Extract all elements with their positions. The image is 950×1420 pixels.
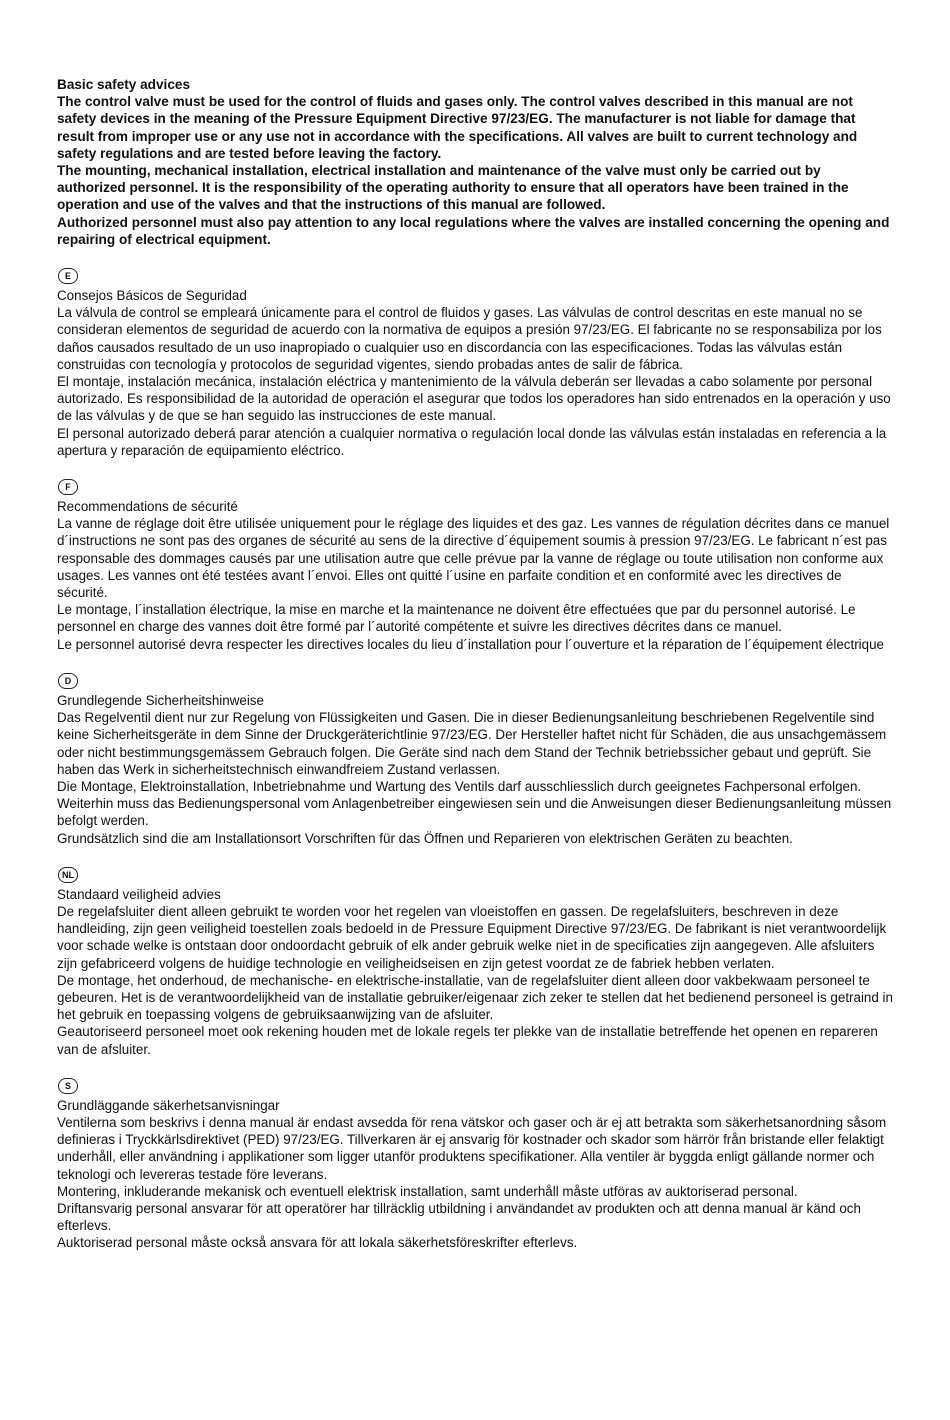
language-badge: E [58,268,78,284]
paragraph: Ventilerna som beskrivs i denna manual är endast avsedda för rena vätskor och gaser och är ej att betrakta som säkerhetsanordning såsom definieras i Tryckkärlsdirektivet (PED) 97/23/EG. Tillverkaren är ej ansvarig för kostnader och skador som härrör från bristande eller felaktigt underhåll, eller användning i applikationer som ligger utanför produktens specifikationer. Alla ventiler är byggda enligt gällande normer och teknologi och levereras testade före leverans. [57,1114,887,1182]
paragraph: Driftansvarig personal ansvarar för att operatörer har tillräcklig utbildning i användandet av produkten och att denna manual är känd och efterlevs. [57,1200,861,1234]
language-badge: F [58,479,78,495]
document-page [57,76,893,1252]
section-swedish [57,1076,893,1252]
paragraph: Auktoriserad personal måste också ansvara för att lokala säkerhetsföreskrifter efterlevs. [57,1235,578,1251]
section-title: Recommendations de sécurité [57,499,238,515]
paragraph: Le personnel autorisé devra respecter les directives locales du lieu d´installation pour l´ouverture et la réparation de l´équipement électrique [57,636,884,652]
paragraph: The mounting, mechanical installation, electrical installation and maintenance of the valve must only be carried out by authorized personnel. It is the responsibility of the operating authority to ensure that all operators have been trained in the operation and use of the valves and that the instructions of this manual are followed. [57,163,849,213]
language-badge: NL [58,867,78,883]
section-french [57,477,893,653]
section-title: Grundläggande säkerhetsanvisningar [57,1097,280,1113]
paragraph: El personal autorizado deberá parar atención a cualquier normativa o regulación local donde las válvulas están instaladas en referencia a la apertura y reparación de equipamiento eléctrico. [57,425,887,458]
paragraph: The control valve must be used for the control of fluids and gases only. The control valves described in this manual are not safety devices in the meaning of the Pressure Equipment Directive 97/23/EG. The manufacturer is not liable for damage that result from improper use or any use not in accordance with the specifications. All valves are built to current technology and safety regulations and are tested before leaving the factory. [57,94,858,161]
paragraph: Die Montage, Elektroinstallation, Inbetriebnahme und Wartung des Ventils darf ausschliesslich durch geeignetes Fachpersonal erfolgen. Weiterhin muss das Bedienungspersonal vom Anlagenbetreiber eingewiesen sein und die Anweisungen dieser Bedienungsanleitung müssen befolgt werden. [57,778,892,829]
paragraph: Das Regelventil dient nur zur Regelung von Flüssigkeiten und Gasen. Die in dieser Bedienungsanleitung beschriebenen Regelventile sind keine Sicherheitsgeräte in dem Sinne der Druckgeräterichtlinie 97/23/EG. Der Hersteller haftet nicht für Schäden, die aus unsachgemässem oder nicht bestimmungsgemässem Gebrauch folgen. Die Geräte sind nach dem Stand der Technik betriebssicher gebaut und geprüft. Sie haben das Werk in sicherheitstechnisch einwandfreiem Zustand verlassen. [57,710,887,777]
section-title: Standaard veiligheid advies [57,886,221,902]
paragraph: La vanne de réglage doit être utilisée uniquement pour le réglage des liquides et des gaz. Les vannes de régulation décrites dans ce manuel d´instructions ne sont pas des organes de sécurité au sens de la directive d´équipement soumis à pression 97/23/EG. Le fabricant n´est pas responsable des dommages causés par une utilisation autre que celle prévue par la vanne de réglage ou toute utilisation non conforme aux usages. Les vannes ont été testées avant l´envoi. Elles ont quitté l´usine en parfaite condition et en conformité avec les directives de sécurité. [57,516,890,601]
paragraph: La válvula de control se empleará únicamente para el control de fluidos y gases. Las válvulas de control descritas en este manual no se consideran elementos de seguridad de acuerdo con la normativa de equipos a presión 97/23/EG. El fabricante no se responsabiliza por los daños causados resultado de un uso inapropiado o cualquier uso en discordancia con las especificaciones. Todas las válvulas están construidas con tecnología y protocolos de seguridad vigentes, siendo probadas antes de salir de fábrica. [57,305,882,372]
language-badge: D [58,673,78,689]
paragraph: Geautoriseerd personeel moet ook rekening houden met de lokale regels ter plekke van de installatie betreffende het openen en repareren van de afsluiter. [57,1024,878,1057]
section-title: Consejos Básicos de Seguridad [57,288,247,304]
language-badge: S [58,1078,78,1094]
section-english [57,76,893,248]
paragraph: El montaje, instalación mecánica, instalación eléctrica y mantenimiento de la válvula deberán ser llevadas a cabo solamente por personal autorizado. Es responsibilidad de la autoridad de operación el asegurar que todos los operadores han sido entrenados en la operación y uso de las válvulas y de que se han seguido las instrucciones de este manual. [57,374,891,424]
paragraph: Grundsätzlich sind die am Installationsort Vorschriften für das Öffnen und Reparieren von elektrischen Geräten zu beachten. [57,830,793,846]
paragraph: De regelafsluiter dient alleen gebruikt te worden voor het regelen van vloeistoffen en gassen. De regelafsluiters, beschreven in deze handleiding, zijn geen veiligheid toestellen zoals bedoeld in de Pressure Equipment Directive 97/23/EG. De fabrikant is niet verantwoordelijk voor schade welke is ontstaan door ondoordacht gebruik of elk ander gebruik welke niet in de specificaties zijn aangegeven. Alle afsluiters zijn gefabriceerd volgens de huidige technologie en veiligheidseisen en zijn getest voordat ze de fabriek hebben verlaten. [57,903,887,971]
paragraph: Montering, inkluderande mekanisk och eventuell elektrisk installation, samt underhåll måste utföras av auktoriserad personal. [57,1183,798,1199]
section-spanish [57,266,893,459]
section-dutch [57,865,893,1058]
section-title: Grundlegende Sicherheitshinweise [57,692,264,708]
paragraph: Authorized personnel must also pay attention to any local regulations where the valves are installed concerning the opening and repairing of electrical equipment. [57,214,890,247]
paragraph: Le montage, l´installation électrique, la mise en marche et la maintenance ne doivent être effectuées que par du personnel autorisé. Le personnel en charge des vannes doit être formé par l´autorité compétente et suivre les directives décrites dans ce manuel. [57,602,856,635]
paragraph: De montage, het onderhoud, de mechanische- en elektrische-installatie, van de regelafsluiter dient alleen door vakbekwaam personeel te gebeuren. Het is de verantwoordelijkheid van de installatie gebruiker/eigenaar zich zeker te stellen dat het bedienend personeel is getraind in het gebruik en toepassing volgens de gebruiksaanwijzing van de afsluiter. [57,972,893,1023]
section-title: Basic safety advices [57,77,191,92]
section-german [57,671,893,847]
